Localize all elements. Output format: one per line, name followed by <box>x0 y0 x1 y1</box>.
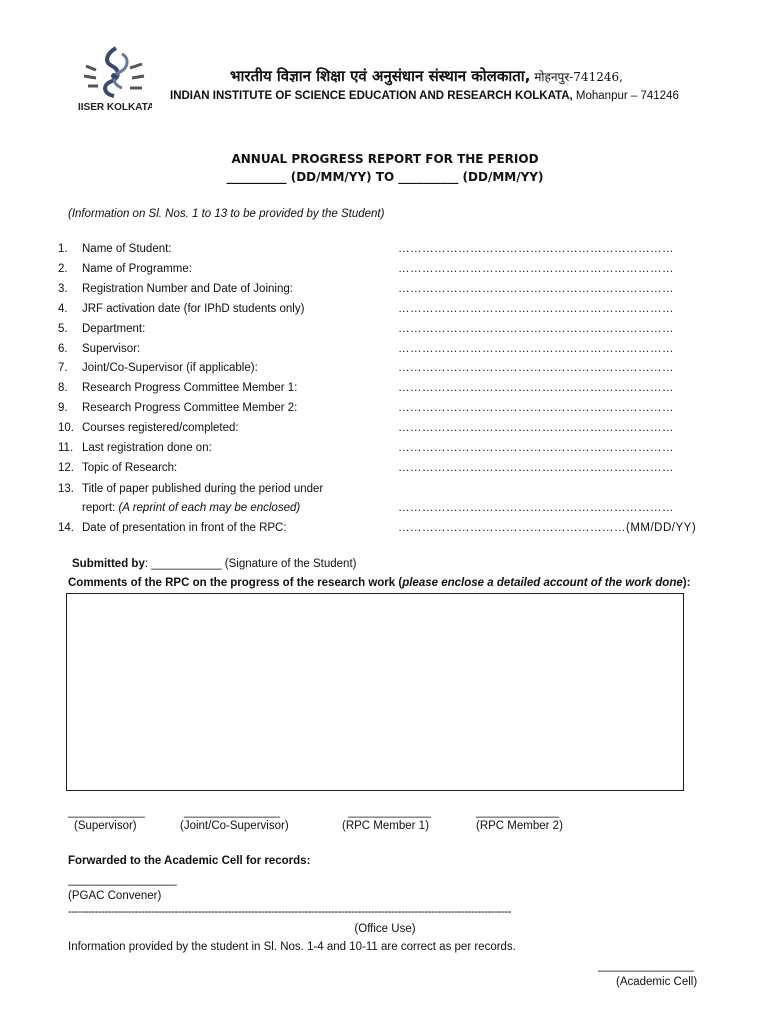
institute-name-english: INDIAN INSTITUTE OF SCIENCE EDUCATION AND RESEARCH KOLKATA, Mohanpur – 741246 <box>170 90 679 102</box>
field-number: 10. <box>58 422 74 434</box>
comments-box[interactable] <box>66 593 684 791</box>
field-2 <box>58 263 192 275</box>
field-10-fill[interactable]: …………………………………………………………… <box>398 422 674 434</box>
field-number: 7. <box>58 362 68 374</box>
field-number: 9. <box>58 402 68 414</box>
field-6-fill[interactable]: …………………………………………………………… <box>398 343 674 355</box>
iiser-logo <box>76 44 152 118</box>
field-5-fill[interactable]: …………………………………………………………… <box>398 323 674 335</box>
field-3 <box>58 283 293 295</box>
rpc-member-1-label: (RPC Member 1) <box>342 820 429 832</box>
academic-cell-label: (Academic Cell) <box>616 976 698 988</box>
field-label: Name of Student: <box>82 243 172 255</box>
academic-cell-sign-line[interactable]: _______________ <box>598 960 694 972</box>
joint-supervisor-label: (Joint/Co-Supervisor) <box>180 820 289 832</box>
field-label: Courses registered/completed: <box>82 422 239 434</box>
field-6 <box>58 343 140 355</box>
field-13-line2: report: (A reprint of each may be enclosed) <box>82 502 301 514</box>
supervisor-sign-line[interactable]: ____________ <box>68 806 145 818</box>
pgac-convener-label: (PGAC Convener) <box>68 890 162 902</box>
field-3-fill[interactable]: …………………………………………………………… <box>398 283 674 295</box>
field-label: Joint/Co-Supervisor (if applicable): <box>82 362 258 374</box>
field-4-fill[interactable]: …………………………………………………………… <box>398 303 674 315</box>
supervisor-label: (Supervisor) <box>74 820 137 832</box>
field-5 <box>58 323 145 335</box>
field-14-fill[interactable]: …………………………………………………(MM/DD/YY) <box>398 522 697 534</box>
field-11-fill[interactable]: …………………………………………………………… <box>398 442 674 454</box>
field-13: 13. Title of paper published during the period under <box>58 483 324 495</box>
field-number: 8. <box>58 382 68 394</box>
office-use-label: (Office Use) <box>354 923 416 935</box>
rpc-member-1-sign-line[interactable]: _____________ <box>348 806 432 818</box>
field-label: Name of Programme: <box>82 263 192 275</box>
field-number: 5. <box>58 323 68 335</box>
field-number: 2. <box>58 263 68 275</box>
field-number: 3. <box>58 283 68 295</box>
field-number: 12. <box>58 462 74 474</box>
field-label: JRF activation date (for IPhD students only) <box>82 303 305 315</box>
rpc-member-2-sign-line[interactable]: _____________ <box>476 806 560 818</box>
field-label: Research Progress Committee Member 2: <box>82 402 298 414</box>
report-title: ANNUAL PROGRESS REPORT FOR THE PERIOD <box>231 152 539 166</box>
section-divider: ------------------------------------------------------------------------------------------------------------------------------------- <box>68 906 511 918</box>
field-number: 4. <box>58 303 68 315</box>
field-number: 11. <box>58 442 74 454</box>
field-12-fill[interactable]: …………………………………………………………… <box>398 462 674 474</box>
field-8 <box>58 382 297 394</box>
institute-name-hindi: भारतीय विज्ञान शिक्षा एवं अनुसंधान संस्थान कोलकाता, मोहनपुर-741246, <box>230 67 623 85</box>
field-label: Supervisor: <box>82 343 141 355</box>
field-label: Topic of Research: <box>82 462 178 474</box>
field-number: 6. <box>58 343 68 355</box>
pgac-sign-line[interactable]: _________________ <box>68 874 177 886</box>
field-8-fill[interactable]: …………………………………………………………… <box>398 382 674 394</box>
field-10 <box>58 422 239 434</box>
field-label: Department: <box>82 323 146 335</box>
forwarded-label: Forwarded to the Academic Cell for records: <box>68 855 311 867</box>
logo-text: IISER KOLKATA <box>78 102 152 113</box>
joint-supervisor-sign-line[interactable]: _______________ <box>184 806 280 818</box>
field-7-fill[interactable]: …………………………………………………………… <box>398 362 674 374</box>
office-info-text: Information provided by the student in Sl. Nos. 1-4 and 10-11 are correct as per records. <box>68 941 516 953</box>
rpc-member-2-label: (RPC Member 2) <box>476 820 563 832</box>
field-1-fill[interactable]: …………………………………………………………… <box>398 243 674 255</box>
field-1 <box>58 243 172 255</box>
field-label: Last registration done on: <box>82 442 212 454</box>
field-11 <box>58 442 212 454</box>
field-4 <box>58 303 304 315</box>
field-13-fill[interactable]: …………………………………………………………… <box>398 502 674 514</box>
field-9-fill[interactable]: …………………………………………………………… <box>398 402 674 414</box>
field-2-fill[interactable]: …………………………………………………………… <box>398 263 674 275</box>
submitted-by: Submitted by: ___________ (Signature of the Student) <box>72 558 357 570</box>
report-period: __________ (DD/MM/YY) TO __________ (DD/MM/YY) <box>226 170 544 184</box>
field-7 <box>58 362 258 374</box>
field-14: 14. Date of presentation in front of the RPC: <box>58 522 287 534</box>
instruction-text: (Information on Sl. Nos. 1 to 13 to be provided by the Student) <box>68 208 385 220</box>
field-9 <box>58 402 297 414</box>
comments-label: Comments of the RPC on the progress of the research work (please enclose a detailed account of the work done): <box>68 577 691 589</box>
field-label: Registration Number and Date of Joining: <box>82 283 293 295</box>
field-12 <box>58 462 177 474</box>
field-label: Research Progress Committee Member 1: <box>82 382 298 394</box>
field-number: 1. <box>58 243 68 255</box>
